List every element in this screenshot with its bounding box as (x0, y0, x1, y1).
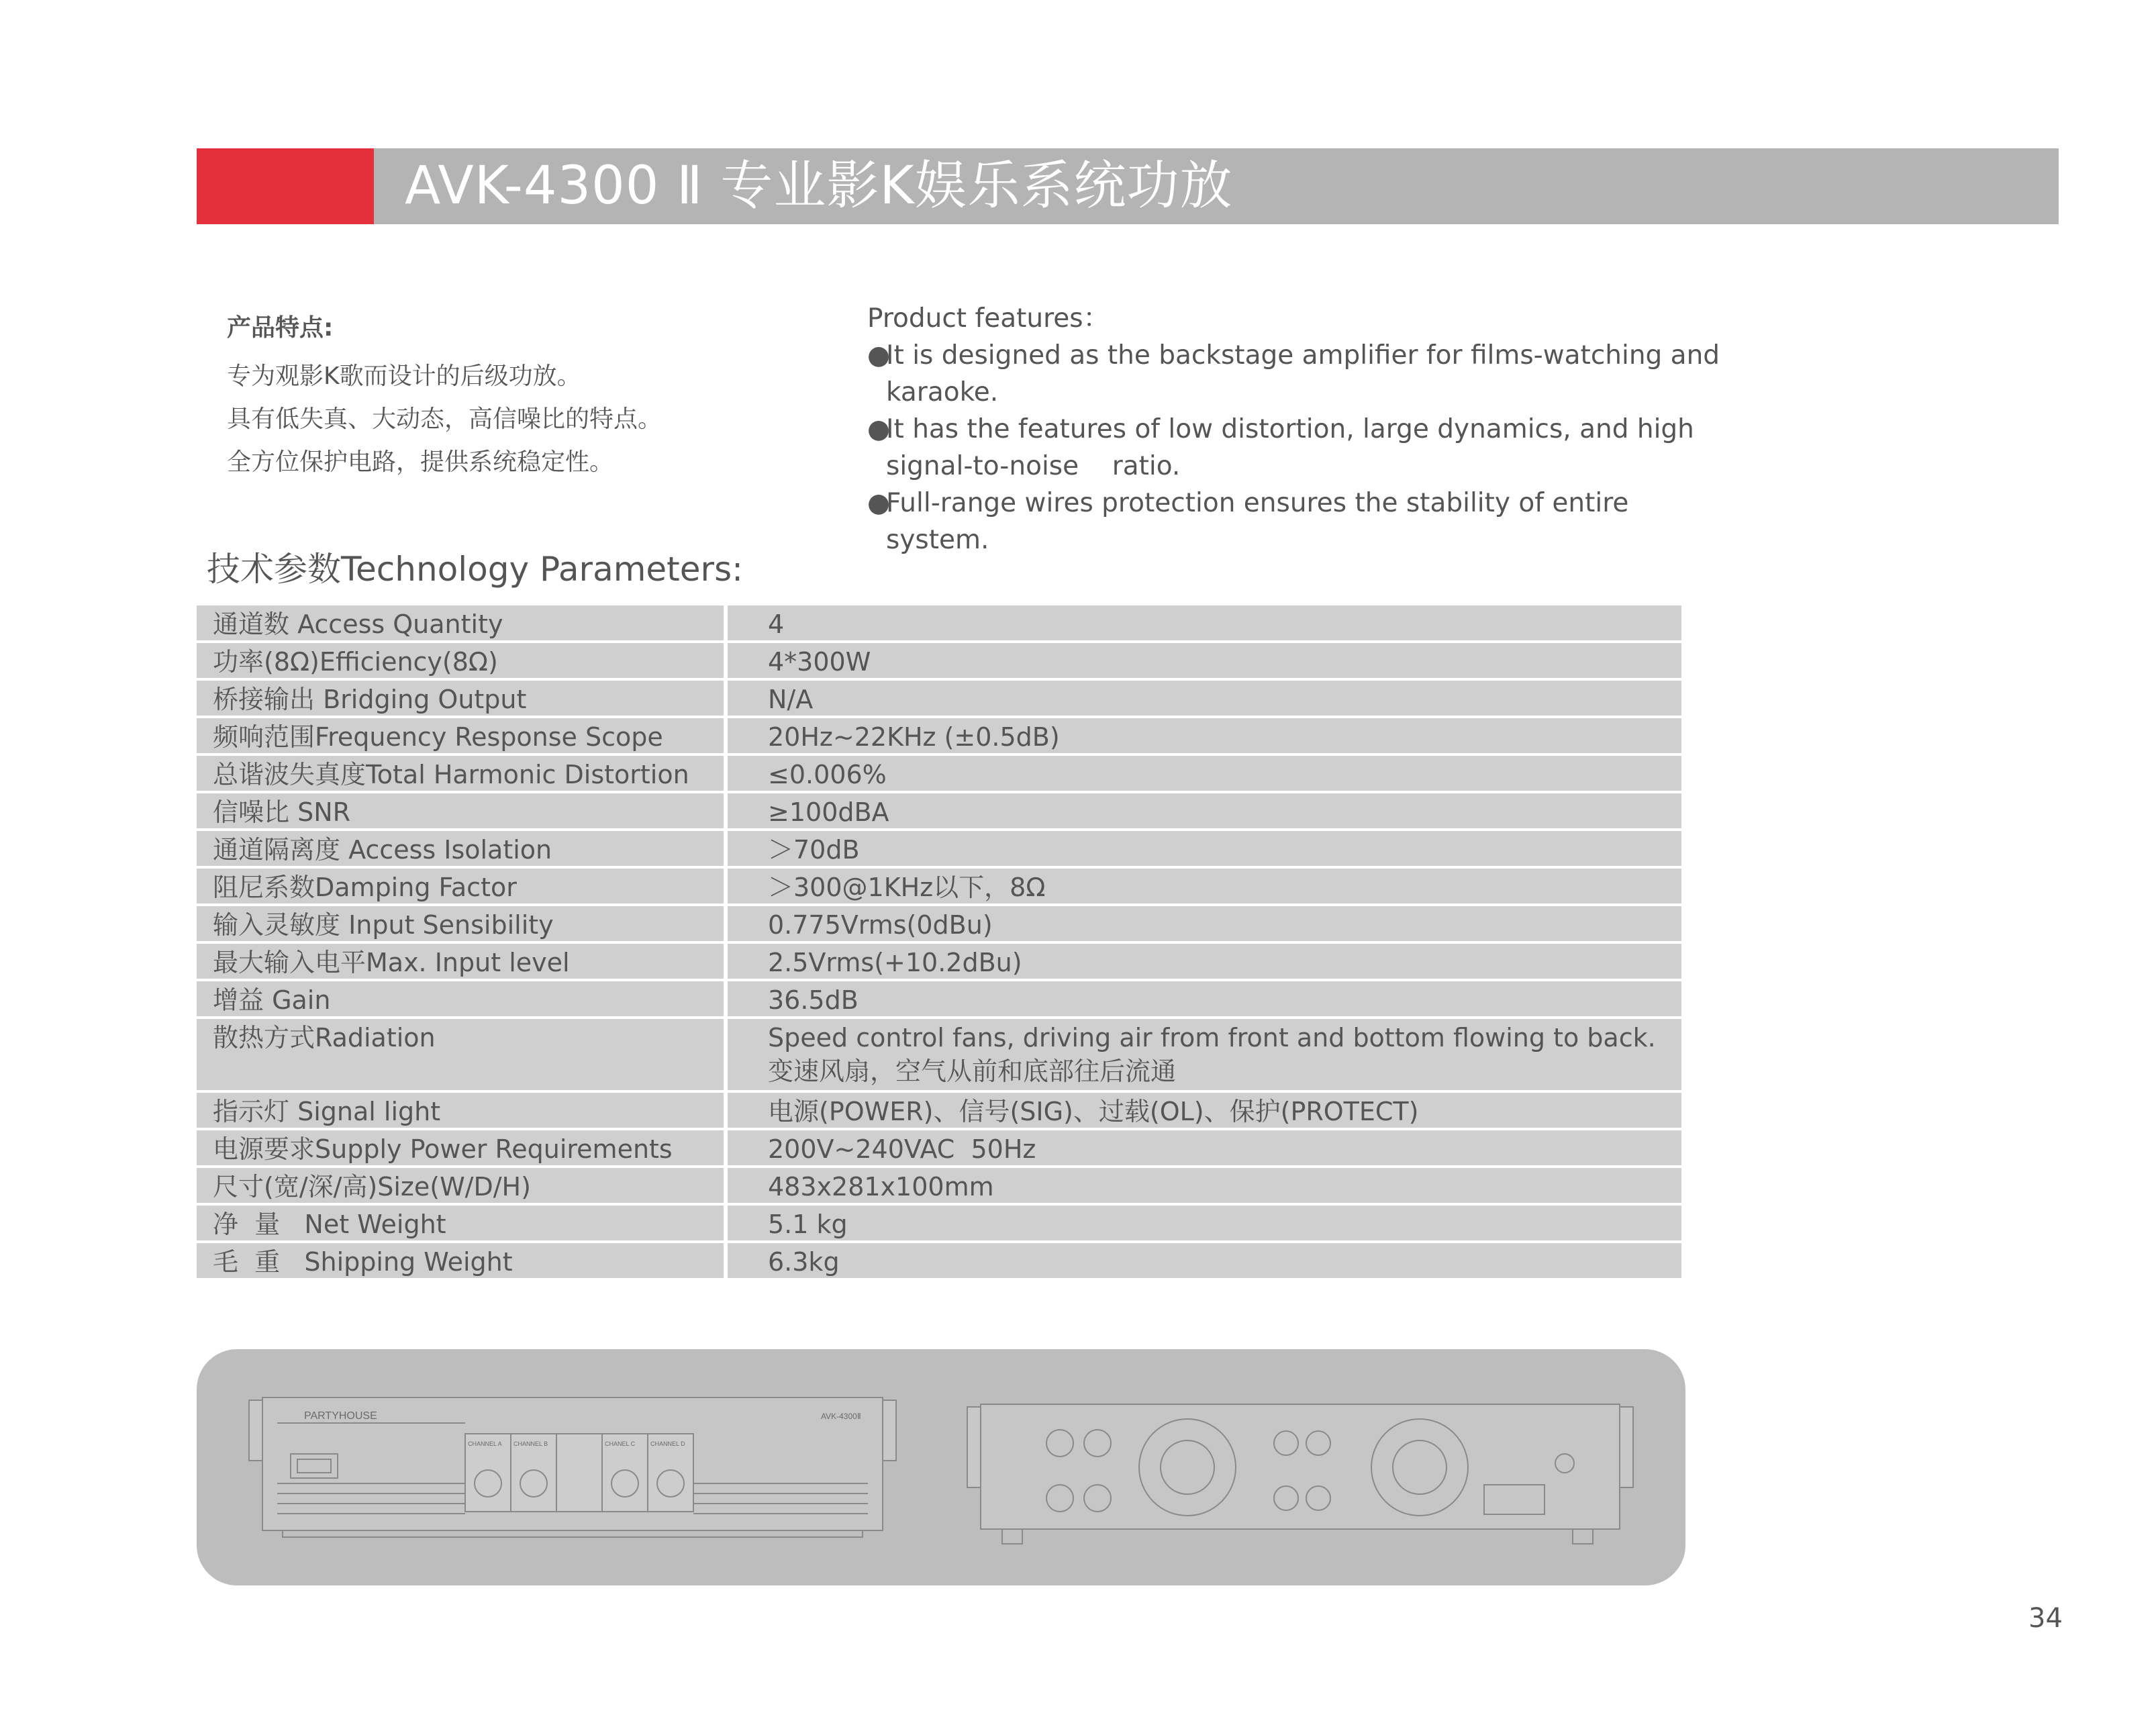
bullet-icon: ● (867, 340, 891, 371)
table-row (197, 869, 1681, 903)
param-label: 电源要求Supply Power Requirements (197, 1130, 724, 1165)
table-row (197, 944, 1681, 979)
param-label: 通道隔离度 Access Isolation (197, 831, 724, 866)
param-label: 散热方式Radiation (197, 1019, 724, 1090)
rear-panel-image (967, 1404, 1633, 1544)
param-value: Speed control fans, driving air from front and bottom flowing to back. 变速风扇，空气从前和底部往后流通 (728, 1019, 1681, 1090)
table-row (197, 1093, 1681, 1128)
front-panel-channel-label: CHANEL C (605, 1440, 636, 1447)
features-en (867, 301, 1726, 558)
features-en-item: ● It is designed as the backstage amplifier for films-watching and karaoke. (867, 337, 1726, 411)
param-value: 0.775Vrms(0dBu) (728, 906, 1681, 941)
table-row (197, 718, 1681, 753)
param-value: ≥100dBA (728, 793, 1681, 828)
table-row (197, 605, 1681, 640)
param-value: 电源(POWER)、信号(SIG)、过载(OL)、保护(PROTECT) (728, 1093, 1681, 1128)
table-row (197, 643, 1681, 678)
table-row (197, 681, 1681, 716)
param-value: ＞70dB (728, 831, 1681, 866)
param-label: 通道数 Access Quantity (197, 605, 724, 640)
param-label: 尺寸(宽/深/高)Size(W/D/H) (197, 1168, 724, 1203)
table-row (197, 1130, 1681, 1165)
front-panel-model: AVK-4300Ⅱ (821, 1412, 861, 1421)
page-number: 34 (2028, 1603, 2063, 1634)
param-label: 信噪比 SNR (197, 793, 724, 828)
table-row (197, 906, 1681, 941)
features-cn-line: 专为观影K歌而设计的后级功放。 (227, 362, 581, 390)
table-row (197, 1168, 1681, 1203)
param-label: 输入灵敏度 Input Sensibility (197, 906, 724, 941)
param-value: ≤0.006% (728, 756, 1681, 791)
front-panel-channel-label: CHANNEL B (513, 1440, 548, 1447)
features-cn (227, 309, 662, 484)
param-label: 净 量 Net Weight (197, 1206, 724, 1240)
param-label: 毛 重 Shipping Weight (197, 1243, 724, 1278)
table-row (197, 1206, 1681, 1240)
param-value: 483x281x100mm (728, 1168, 1681, 1203)
param-value: 36.5dB (728, 981, 1681, 1016)
features-cn-heading: 产品特点: (227, 314, 334, 342)
param-value: N/A (728, 681, 1681, 716)
param-label: 最大输入电平Max. Input level (197, 944, 724, 979)
param-value: 2.5Vrms(+10.2dBu) (728, 944, 1681, 979)
param-value: 4*300W (728, 643, 1681, 678)
param-value: 6.3kg (728, 1243, 1681, 1278)
param-label: 指示灯 Signal light (197, 1093, 724, 1128)
features-en-heading: Product features： (867, 303, 1110, 334)
param-label: 增益 Gain (197, 981, 724, 1016)
param-value: 200V~240VAC 50Hz (728, 1130, 1681, 1165)
table-row (197, 1019, 1681, 1090)
features-en-item: ● It has the features of low distortion, large dynamics, and high signal-to-noise ratio. (867, 411, 1726, 485)
table-row (197, 1243, 1681, 1278)
table-row (197, 756, 1681, 791)
param-label: 功率(8Ω)Efficiency(8Ω) (197, 643, 724, 678)
features-cn-line: 全方位保护电路，提供系统稳定性。 (227, 448, 614, 476)
title-accent-block (197, 148, 374, 224)
front-panel-brand: PARTYHOUSE (304, 1410, 377, 1422)
table-row (197, 981, 1681, 1016)
table-row (197, 793, 1681, 828)
param-value: 20Hz~22KHz (±0.5dB) (728, 718, 1681, 753)
page-title: AVK-4300 Ⅱ 专业影K娱乐系统功放 (405, 156, 1233, 216)
product-images (197, 1349, 1685, 1585)
title-bar (197, 148, 2059, 224)
features-cn-line: 具有低失真、大动态，高信噪比的特点。 (227, 405, 663, 433)
param-label: 桥接输出 Bridging Output (197, 681, 724, 716)
bullet-icon: ● (867, 488, 891, 518)
product-images-panel (197, 1349, 1685, 1585)
param-label: 总谐波失真度Total Harmonic Distortion (197, 756, 724, 791)
bullet-icon: ● (867, 414, 891, 444)
param-label: 频响范围Frequency Response Scope (197, 718, 724, 753)
front-panel-channel-label: CHANNEL A (468, 1440, 502, 1447)
param-value: ＞300@1KHz以下，8Ω (728, 869, 1681, 903)
features-en-item: ● Full-range wires protection ensures the stability of entire system. (867, 485, 1726, 558)
table-row (197, 831, 1681, 866)
param-value: 4 (728, 605, 1681, 640)
param-value: 5.1 kg (728, 1206, 1681, 1240)
params-title: 技术参数Technology Parameters: (207, 550, 743, 589)
param-label: 阻尼系数Damping Factor (197, 869, 724, 903)
params-table (197, 605, 1681, 1281)
front-panel-channel-label: CHANNEL D (650, 1440, 685, 1447)
